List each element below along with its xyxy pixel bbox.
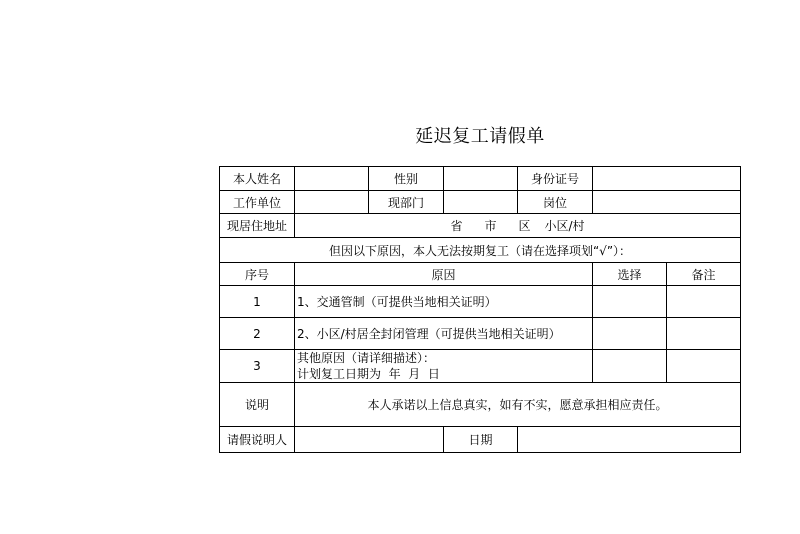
department-field[interactable] xyxy=(444,191,518,214)
company-field[interactable] xyxy=(295,191,369,214)
district-label: 区 xyxy=(518,219,531,233)
header-choice: 选择 xyxy=(593,263,667,286)
row-work xyxy=(220,191,741,214)
id-number-field[interactable] xyxy=(593,167,741,191)
reason-choice-cell[interactable] xyxy=(593,286,667,318)
reason-text: 1、交通管制（可提供当地相关证明） xyxy=(295,286,593,318)
province-label: 省 xyxy=(450,219,463,233)
reason-remark-cell[interactable] xyxy=(667,286,741,318)
id-number-label: 身份证号 xyxy=(518,167,593,191)
community-label: 小区/村 xyxy=(544,219,585,233)
row-instruction xyxy=(220,238,741,263)
reason-text: 2、小区/村居全封闭管理（可提供当地相关证明） xyxy=(295,318,593,350)
row-personal xyxy=(220,167,741,191)
note-text: 本人承诺以上信息真实，如有不实，愿意承担相应责任。 xyxy=(295,383,741,427)
header-remark: 备注 xyxy=(667,263,741,286)
name-field[interactable] xyxy=(295,167,369,191)
position-label: 岗位 xyxy=(518,191,593,214)
city-label: 市 xyxy=(484,219,497,233)
gender-field[interactable] xyxy=(444,167,518,191)
date-label: 日期 xyxy=(444,427,518,453)
row-address xyxy=(220,214,741,238)
form-title: 延迟复工请假单 xyxy=(415,126,545,147)
row-note xyxy=(220,383,741,427)
reason-no: 2 xyxy=(220,318,295,350)
reason-no: 1 xyxy=(220,286,295,318)
instruction-text: 但因以下原因，本人无法按期复工（请在选择项划“√”）： xyxy=(220,238,741,263)
company-label: 工作单位 xyxy=(220,191,295,214)
department-label: 现部门 xyxy=(369,191,444,214)
row-headers xyxy=(220,263,741,286)
header-no: 序号 xyxy=(220,263,295,286)
leave-request-form xyxy=(219,166,741,453)
reason-row xyxy=(220,318,741,350)
reason-no: 3 xyxy=(220,350,295,383)
date-field[interactable] xyxy=(518,427,741,453)
reason-text[interactable]: 其他原因（请详细描述）： 计划复工日期为 年 月 日 xyxy=(295,350,593,383)
position-field[interactable] xyxy=(593,191,741,214)
reason-row xyxy=(220,350,741,383)
row-footer xyxy=(220,427,741,453)
reason-remark-cell[interactable] xyxy=(667,318,741,350)
name-label: 本人姓名 xyxy=(220,167,295,191)
reason-choice-cell[interactable] xyxy=(593,350,667,383)
gender-label: 性别 xyxy=(369,167,444,191)
applicant-signature-field[interactable] xyxy=(295,427,444,453)
reason-row xyxy=(220,286,741,318)
reason-choice-cell[interactable] xyxy=(593,318,667,350)
address-label: 现居住地址 xyxy=(220,214,295,238)
reason-remark-cell[interactable] xyxy=(667,350,741,383)
applicant-label: 请假说明人 xyxy=(220,427,295,453)
note-label: 说明 xyxy=(220,383,295,427)
address-field[interactable] xyxy=(295,214,741,238)
header-reason: 原因 xyxy=(295,263,593,286)
